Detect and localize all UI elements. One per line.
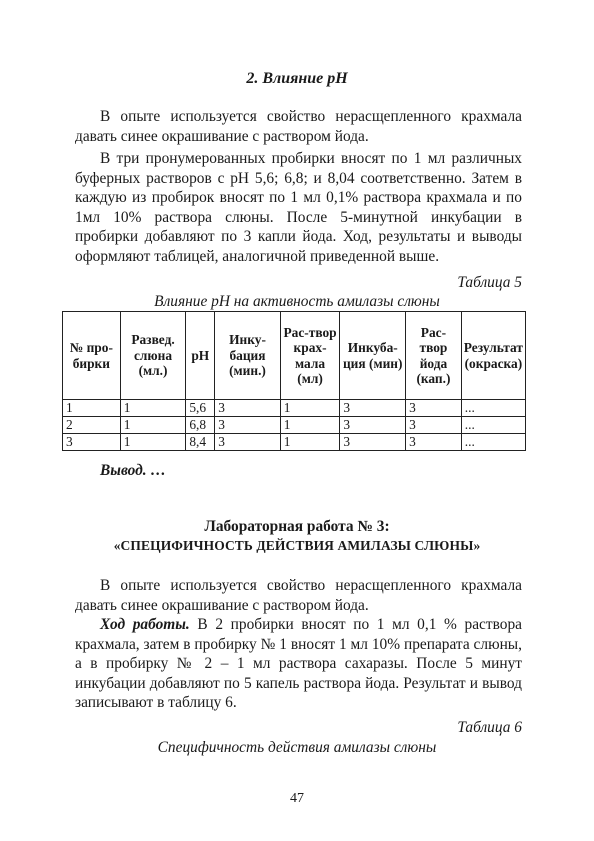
table-cell: ... <box>461 400 525 417</box>
table-cell: 1 <box>120 417 186 434</box>
table-cell: 5,6 <box>186 400 215 417</box>
table5-header-cell: Результат (окраска) <box>461 312 525 400</box>
table5-header-cell: Рас-твор йода (кап.) <box>406 312 462 400</box>
table-cell: 8,4 <box>186 434 215 451</box>
table5 <box>62 311 526 451</box>
conclusion-label: Вывод. … <box>100 462 166 479</box>
table5-caption: Влияние рН на активность амилазы слюны <box>154 293 440 310</box>
procedure-label: Ход работы. <box>100 616 190 633</box>
paragraph-1 <box>75 107 522 146</box>
table-cell: 1 <box>120 434 186 451</box>
table-cell: ... <box>461 434 525 451</box>
table5-header-cell: № про-бирки <box>63 312 121 400</box>
table-cell: 1 <box>280 417 340 434</box>
table-cell: 3 <box>340 417 406 434</box>
table-cell: 3 <box>406 400 462 417</box>
table-cell: 1 <box>280 434 340 451</box>
table5-label: Таблица 5 <box>457 274 522 291</box>
table5-header-cell: рН <box>186 312 215 400</box>
table-cell: 3 <box>340 434 406 451</box>
table-row <box>63 417 526 434</box>
table5-header-cell: Рас-твор крах-мала (мл) <box>280 312 340 400</box>
table-cell: 1 <box>280 400 340 417</box>
table5-header-cell: Инку-бация (мин.) <box>215 312 281 400</box>
table-cell: ... <box>461 417 525 434</box>
table-row <box>63 434 526 451</box>
paragraph-3-text: В опыте используется свойство нерасщепленного крахмала давать синее окрашивание с раствором йода. <box>75 577 522 614</box>
section-heading: 2. Влияние рН <box>246 70 348 87</box>
lab-subtitle: «СПЕЦИФИЧНОСТЬ ДЕЙСТВИЯ АМИЛАЗЫ СЛЮНЫ» <box>113 538 481 553</box>
table6-caption: Специфичность действия амилазы слюны <box>157 739 437 756</box>
table5-header-row <box>63 312 526 400</box>
paragraph-1-text: В опыте используется свойство нерасщепленного крахмала давать синее окрашивание с раствором йода. <box>75 108 522 145</box>
table-cell: 3 <box>215 400 281 417</box>
table-cell: 1 <box>63 400 121 417</box>
paragraph-3 <box>75 576 522 615</box>
paragraph-4 <box>75 615 522 713</box>
table-row <box>63 400 526 417</box>
table-cell: 1 <box>120 400 186 417</box>
table-cell: 3 <box>63 434 121 451</box>
table-cell: 3 <box>215 417 281 434</box>
paragraph-2 <box>75 149 522 267</box>
table6-label: Таблица 6 <box>457 719 522 736</box>
table-cell: 6,8 <box>186 417 215 434</box>
paragraph-2-text: В три пронумерованных пробирки вносят по 1 мл различных буферных растворов с рН 5,6; 6,8; и 8,04 соответственно. Затем в каждую из пробирок вносят по 1 мл 0,1% раствора крахмала и по 1мл 10% раствора слюны. После 5-минутной инкубации в пробирки добавляют по 3 капли йода. Ход, результаты и выводы оформляют таблицей, аналогичной приведенной выше. <box>75 150 522 265</box>
table5-header-cell: Развед. слюна (мл.) <box>120 312 186 400</box>
table-cell: 3 <box>406 417 462 434</box>
paragraph-4-text: В 2 пробирки вносят по 1 мл 0,1 % раствора крахмала, затем в пробирку № 1 вносят 1 мл 10% препарата слюны, а в пробирку № 2 – 1 мл раствора сахаразы. После 5 минут инкубации добавляют по 5 капель раствора йода. Результат и вывод записывают в таблицу 6. <box>75 616 522 712</box>
table5-header-cell: Инкуба-ция (мин) <box>340 312 406 400</box>
table-cell: 2 <box>63 417 121 434</box>
page-number: 47 <box>290 791 304 806</box>
table-cell: 3 <box>215 434 281 451</box>
lab-title: Лабораторная работа № 3: <box>204 518 390 535</box>
table-cell: 3 <box>406 434 462 451</box>
table-cell: 3 <box>340 400 406 417</box>
